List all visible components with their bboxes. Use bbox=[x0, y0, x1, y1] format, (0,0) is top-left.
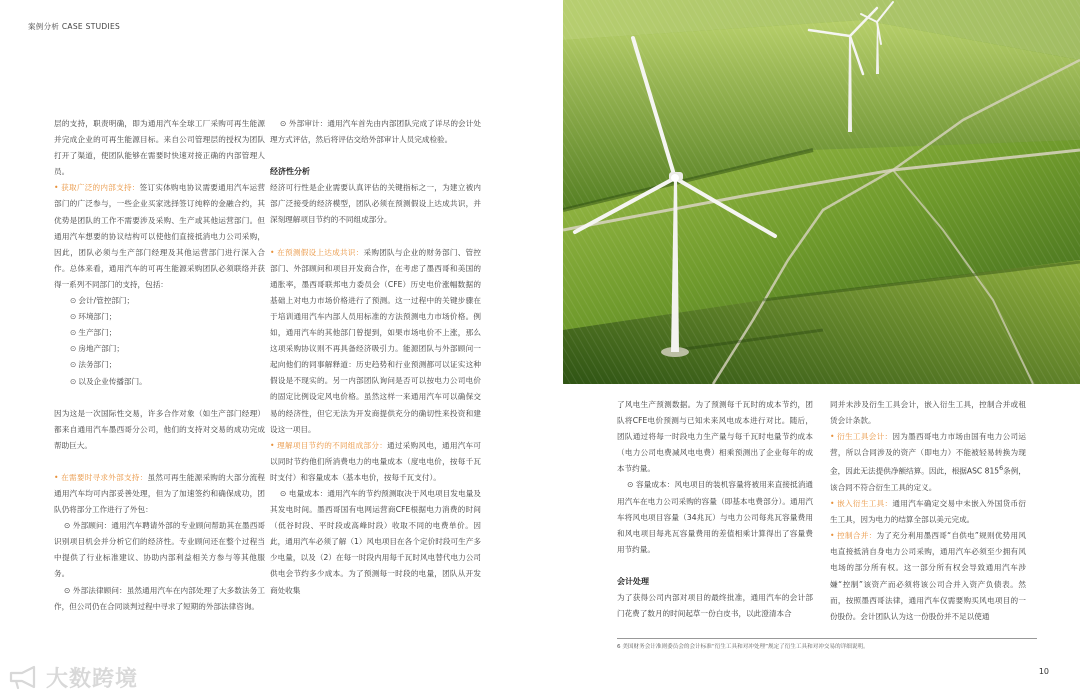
list-item: ⊙ 房地产部门； bbox=[70, 341, 265, 357]
circle-dot-icon: ⊙ bbox=[280, 119, 287, 128]
paragraph: ⊙ 外部审计：通用汽车首先由内部团队完成了详尽的会计处理方式评估，然后将评估交给外部审计人员完成检验。 bbox=[270, 119, 481, 145]
section-heading: 经济性分析 bbox=[270, 167, 310, 177]
paragraph: 因为这是一次国际性交易，许多合作对象（如生产部门经理）都来自通用汽车墨西哥分公司，他们的支持对交易的成功完成帮助巨大。 bbox=[54, 408, 265, 450]
highlight-label: • 理解项目节约的不同组成部分： bbox=[270, 440, 388, 450]
column-3 bbox=[617, 397, 813, 622]
paragraph: • 控制合并：为了充分利用墨西哥“自供电”规则优势用风电直接抵消自身电力公司采购，通用汽车必须至少拥有风电场的部分所有权。这一部分所有权会导致通用汽车涉嫌“控制”该资产而必须将该公司合并入资产负债表。然而，按照墨西哥法律，通用汽车仅需要购买风电项目的一份股份。会计团队认为这一份股份并不足以使通 bbox=[830, 531, 1026, 621]
department-list bbox=[54, 293, 265, 390]
running-header-left: 案例分析 CASE STUDIES bbox=[28, 22, 121, 31]
paragraph: • 理解项目节约的不同组成部分：通过采购风电，通用汽车可以同时节约他们所消费电力的电量成本（度电电价，按每千瓦时支付）和容量成本（基本电价，按每千瓦支付）。 bbox=[270, 440, 481, 482]
megaphone-icon bbox=[8, 664, 42, 690]
page-number: 10 bbox=[1038, 667, 1049, 676]
wind-turbine-photo bbox=[563, 0, 1080, 384]
column-4 bbox=[830, 397, 1026, 625]
paragraph: 为了获得公司内部对项目的最终批准，通用汽车的会计部门花费了数月的时间起草一份白皮书，以此澄清本合 bbox=[617, 593, 813, 619]
list-item: ⊙ 生产部门； bbox=[70, 325, 265, 341]
paragraph: • 在需要时寻求外部支持：虽然可再生能源采购的大部分流程通用汽车均可内部妥善处理，但为了加速签约和确保成功，团队仍将部分工作进行了外包： bbox=[54, 472, 265, 515]
paragraph: 同并未涉及衍生工具会计，嵌入衍生工具，控制合并或租赁会计条款。 bbox=[830, 400, 1026, 426]
wind-turbine-image bbox=[563, 0, 1080, 384]
highlight-label: • 控制合并： bbox=[830, 531, 877, 541]
footnote-marker: 6 bbox=[999, 465, 1004, 473]
list-item: ⊙ 环境部门； bbox=[70, 309, 265, 325]
paragraph: 经济可行性是企业需要认真评估的关键指标之一，为建立被内部广泛接受的经济模型，团队必须在预测假设上达成共识，并深刻理解项目节约的不同组成部分。 bbox=[270, 183, 481, 225]
paragraph: ⊙ 电量成本：通用汽车的节约预测取决于风电项目发电量及其发电时间。墨西哥国有电网运营商CFE根据电力消费的时间（低谷时段、平时段或高峰时段）收取不同的电费单价。因此，通用汽车必须了解（1）风电项目在各个定价时段可生产多少电量，以及（2）在每一时段内用每千瓦时风电替代电力公司供电会节约多少成本。为了预测每一时段的电量，团队从开发商处收集 bbox=[270, 488, 481, 595]
paragraph: ⊙ 外部顾问：通用汽车聘请外部的专业顾问帮助其在墨西哥识别项目机会并分析它们的经济性。专业顾问还在整个过程当中提供了行业标准建议、协助内部利益相关方参与等其他服务。 bbox=[54, 521, 265, 579]
paragraph: • 嵌入衍生工具：通用汽车确定交易中未嵌入外国货币衍生工具，因为电力的结算全部以美元完成。 bbox=[830, 499, 1026, 525]
circle-dot-icon: ⊙ bbox=[64, 521, 71, 531]
highlight-label: • 在需要时寻求外部支持： bbox=[54, 472, 148, 482]
list-item: ⊙ 法务部门； bbox=[70, 357, 265, 373]
paragraph: • 在预测假设上达成共识：采购团队与企业的财务部门、管控部门、外部顾问和项目开发商合作，在考虑了墨西哥和美国的通胀率，墨西哥联邦电力委员会（CFE）历史电价涨幅数据的基础上对电力市场价格进行了预测。这一过程中的关键步骤在于培训通用汽车内部人员用标准的方法预测电力市场价格。例如，通用汽车的其他部门曾提到，如果市场电价不上涨，那么这项采购协议则不再具备经济吸引力。能源团队与外部顾问一起向他们的同事解释道：历史趋势和行业预测都可以证实这种假设是不现实的。另一内部团队询问是否可以按电力公司电价的固定比例设定风电价格。虽然这样一来通用汽车可以确保交易的经济性，但它无法为开发商提供充分的确切性来投资和建设这一项目。 bbox=[270, 247, 481, 434]
section-heading: 会计处理 bbox=[617, 576, 649, 586]
circle-dot-icon: ⊙ bbox=[64, 585, 71, 595]
paragraph: 了风电生产预测数据。为了预测每千瓦时的成本节约，团队将CFE电价预测与已知未来风电成本进行对比。随后，团队通过将每一时段电力生产量与每千瓦时电量节约成本（电力公司电费减风电电费）相乘预测出了企业每年的成本节约量。 bbox=[617, 400, 813, 474]
highlight-label: • 获取广泛的内部支持： bbox=[54, 183, 140, 193]
column-1 bbox=[54, 116, 265, 615]
column-2 bbox=[270, 116, 481, 599]
circle-dot-icon: ⊙ bbox=[627, 480, 634, 490]
watermark-text: 大数跨境 bbox=[46, 667, 139, 692]
highlight-label: • 在预测假设上达成共识： bbox=[270, 247, 364, 257]
footnote: 6 美国财务会计准则委员会的会计标准“衍生工具和对冲处理”规定了衍生工具和对冲交易的详细说明。 bbox=[617, 638, 1037, 650]
list-item: ⊙ 会计/管控部门； bbox=[70, 293, 265, 309]
paragraph: ⊙ 外部法律顾问：虽然通用汽车在内部处理了大多数法务工作，但公司仍在合同谈判过程中寻求了短期的外部法律咨询。 bbox=[54, 585, 265, 611]
paragraph: ⊙ 容量成本：风电项目的装机容量将被用来直接抵消通用汽车在电力公司采购的容量（即基本电费部分）。通用汽车将风电项目容量（34兆瓦）与电力公司每兆瓦容量费用和风电项目每兆瓦容量费用的差值相乘计算得出了容量费用节约量。 bbox=[617, 480, 814, 554]
highlight-label: • 嵌入衍生工具： bbox=[830, 499, 893, 509]
paragraph: • 衍生工具会计：因为墨西哥电力市场由国有电力公司运营，所以合同涉及的资产（即电力）不能被轻易转换为现金，因此无法提供净额结算。因此，根据ASC $815^6$条例，该合同不符合衍生工具的定义。 bbox=[830, 432, 1026, 492]
paragraph: 层的支持，职责明确，即为通用汽车全球工厂采购可再生能源并完成企业的可再生能源目标。来自公司管理层的授权为团队打开了渠道，使团队能够在需要时快速对接正确的内部管理人员。 bbox=[54, 119, 265, 177]
highlight-label: • 衍生工具会计： bbox=[830, 432, 893, 442]
circle-dot-icon: ⊙ bbox=[280, 488, 287, 498]
paragraph: • 获取广泛的内部支持：签订实体购电协议需要通用汽车运营部门的广泛参与，一些企业买家选择签订纯粹的金融合约，其优势是团队的工作不需要涉及采购、生产或其他运营部门。但通用汽车想要的协议结构可以使他们直接抵消电力公司采购，因此，团队必须与生产部门经理及其他运营部门进行深入合作。总体来看，通用汽车的可再生能源采购团队必须联络并获得一系列不同部门的支持，包括： bbox=[54, 183, 265, 289]
list-item: ⊙ 以及企业传播部门。 bbox=[70, 374, 265, 390]
